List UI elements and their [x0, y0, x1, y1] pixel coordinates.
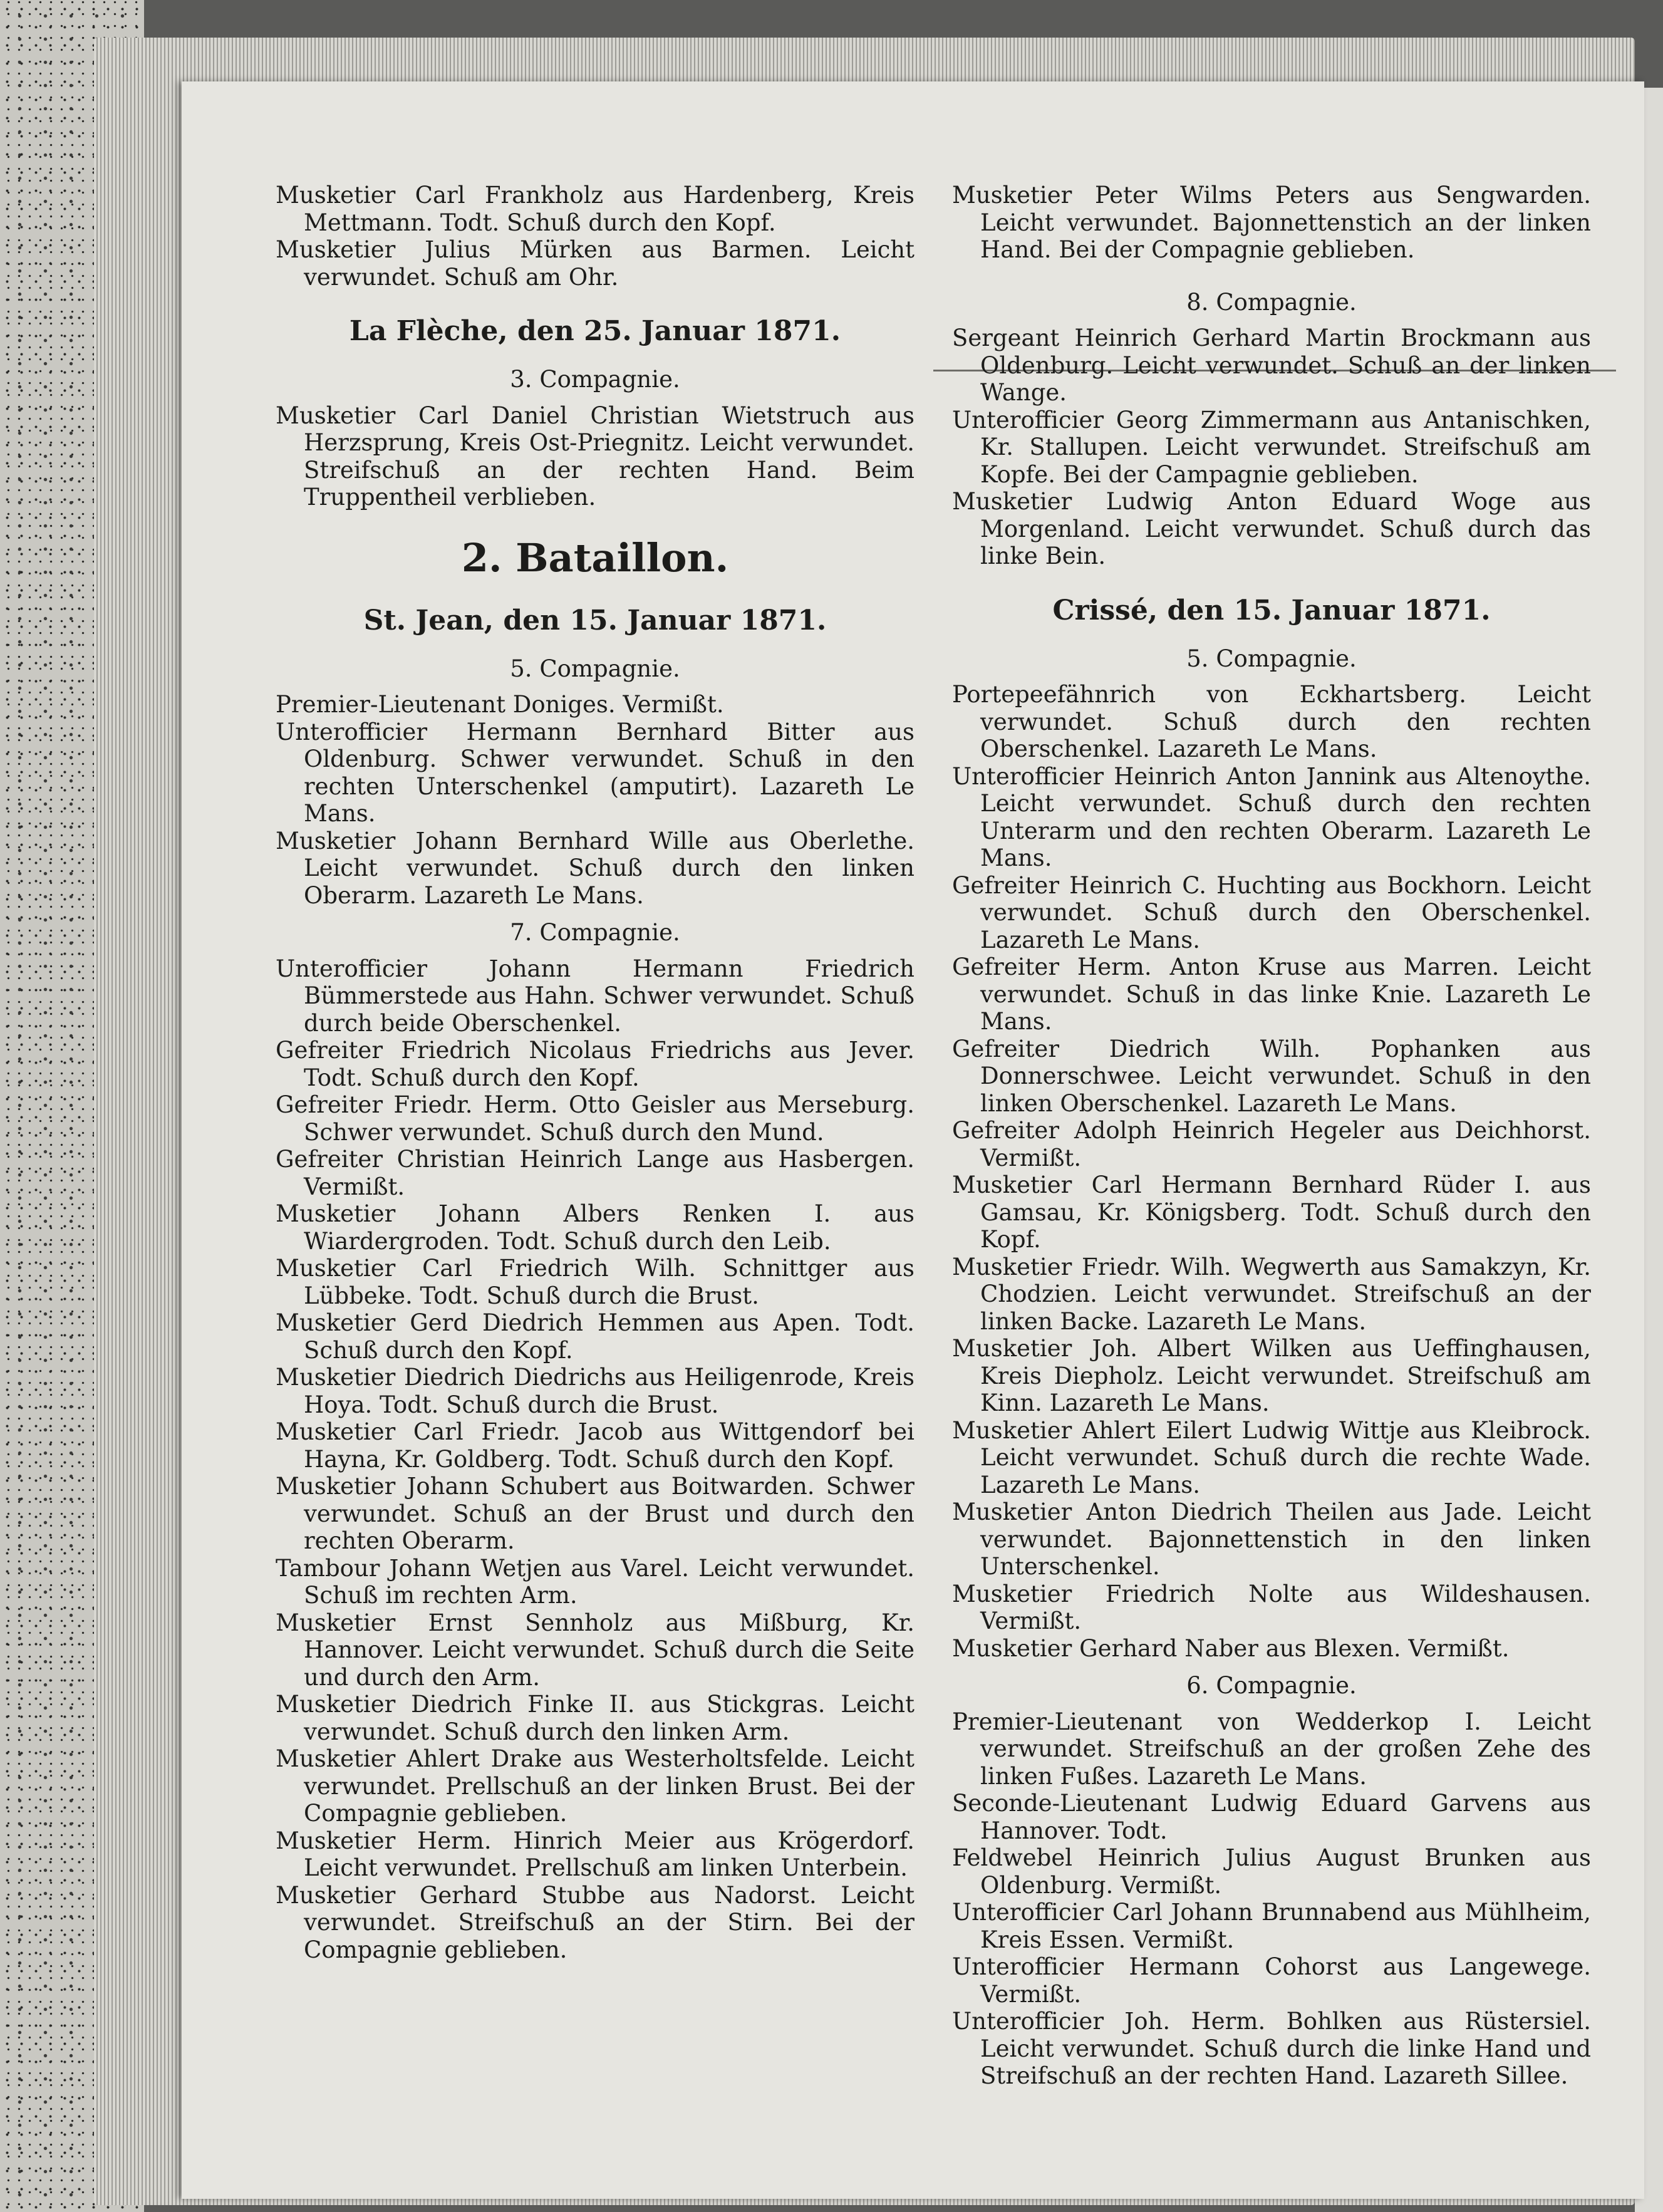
company-heading: 7. Compagnie. [510, 919, 680, 946]
list-item: Tambour Johann Wetjen aus Varel. Leicht verwundet. Schuß im rechten Arm. [276, 1554, 914, 1609]
list-item: Unterofficier Georg Zimmermann aus Antanischken, Kr. Stallupen. Leicht verwundet. Streifschuß am Kopfe. Bei der Campagnie geblieben. [952, 406, 1591, 488]
list-item: Musketier Joh. Albert Wilken aus Ueffinghausen, Kreis Diepholz. Leicht verwundet. Streifschuß am Kinn. Lazareth Le Mans. [952, 1335, 1591, 1416]
list-item: Gefreiter Heinrich C. Huchting aus Bockhorn. Leicht verwundet. Schuß durch den Oberschenkel. Lazareth Le Mans. [952, 871, 1591, 953]
document-page [182, 81, 1644, 2199]
list-item: Musketier Friedrich Nolte aus Wildeshausen. Vermißt. [952, 1580, 1591, 1634]
list-item: Unterofficier Joh. Herm. Bohlken aus Rüstersiel. Leicht verwundet. Schuß durch die linke Hand und Streifschuß an der rechten Hand. Lazareth Sillee. [952, 2008, 1591, 2089]
list-item: Musketier Julius Mürken aus Barmen. Leicht verwundet. Schuß am Ohr. [276, 236, 914, 291]
section-heading-la-fleche: La Flèche, den 25. Januar 1871. [349, 315, 841, 347]
company-heading: 6. Compagnie. [1186, 1672, 1357, 1699]
list-item: Musketier Carl Hermann Bernhard Rüder I. aus Gamsau, Kr. Königsberg. Todt. Schuß durch den Kopf. [952, 1171, 1591, 1253]
battalion-heading: 2. Bataillon. [461, 534, 729, 581]
company-heading: 3. Compagnie. [510, 366, 680, 393]
list-item: Gefreiter Christian Heinrich Lange aus Hasbergen. Vermißt. [276, 1146, 914, 1200]
list-item: Musketier Carl Frankholz aus Hardenberg, Kreis Mettmann. Todt. Schuß durch den Kopf. [276, 182, 914, 236]
list-item: Musketier Herm. Hinrich Meier aus Krögerdorf. Leicht verwundet. Prellschuß am linken Unterbein. [276, 1827, 914, 1881]
company-heading: 5. Compagnie. [1186, 645, 1357, 672]
list-item: Musketier Peter Wilms Peters aus Sengwarden. Leicht verwundet. Bajonnettenstich an der linken Hand. Bei der Compagnie geblieben. [952, 182, 1591, 263]
list-item: Musketier Ernst Sennholz aus Mißburg, Kr. Hannover. Leicht verwundet. Schuß durch die Seite und durch den Arm. [276, 1609, 914, 1691]
list-item: Musketier Carl Friedrich Wilh. Schnittger aus Lübbeke. Todt. Schuß durch die Brust. [276, 1255, 914, 1309]
section-heading-st-jean: St. Jean, den 15. Januar 1871. [363, 604, 827, 636]
list-item: Premier-Lieutenant Doniges. Vermißt. [276, 691, 724, 718]
list-item: Sergeant Heinrich Gerhard Martin Brockmann aus Oldenburg. Leicht verwundet. Schuß an der linken Wange. [952, 325, 1591, 406]
company-heading: 8. Compagnie. [1186, 288, 1357, 316]
list-item: Musketier Diedrich Diedrichs aus Heiligenrode, Kreis Hoya. Todt. Schuß durch die Brust. [276, 1364, 914, 1418]
list-item: Gefreiter Diedrich Wilh. Pophanken aus Donnerschwee. Leicht verwundet. Schuß in den linken Oberschenkel. Lazareth Le Mans. [952, 1035, 1591, 1117]
list-item: Unterofficier Johann Hermann Friedrich Bümmerstede aus Hahn. Schwer verwundet. Schuß durch beide Oberschenkel. [276, 955, 914, 1037]
list-item: Musketier Gerhard Naber aus Blexen. Vermißt. [952, 1634, 1510, 1662]
list-item: Premier-Lieutenant von Wedderkop I. Leicht verwundet. Streifschuß an der großen Zehe des linken Fußes. Lazareth Le Mans. [952, 1708, 1591, 1790]
list-item: Portepeefähnrich von Eckhartsberg. Leicht verwundet. Schuß durch den rechten Oberschenkel. Lazareth Le Mans. [952, 681, 1591, 762]
list-item: Unterofficier Heinrich Anton Jannink aus Altenoythe. Leicht verwundet. Schuß durch den rechten Unterarm und den rechten Oberarm. Lazareth Le Mans. [952, 762, 1591, 871]
list-item: Musketier Anton Diedrich Theilen aus Jade. Leicht verwundet. Bajonnettenstich in den linken Unterschenkel. [952, 1498, 1591, 1580]
list-item: Seconde-Lieutenant Ludwig Eduard Garvens aus Hannover. Todt. [952, 1790, 1591, 1844]
list-item: Musketier Ludwig Anton Eduard Woge aus Morgenland. Leicht verwundet. Schuß durch das linke Bein. [952, 488, 1591, 569]
list-item: Musketier Johann Schubert aus Boitwarden. Schwer verwundet. Schuß an der Brust und durch den rechten Oberarm. [276, 1473, 914, 1554]
list-item: Gefreiter Friedrich Nicolaus Friedrichs aus Jever. Todt. Schuß durch den Kopf. [276, 1037, 914, 1091]
list-item: Unterofficier Hermann Bernhard Bitter aus Oldenburg. Schwer verwundet. Schuß in den rechten Unterschenkel (amputirt). Lazareth Le Mans. [276, 718, 914, 827]
list-item: Unterofficier Carl Johann Brunnabend aus Mühlheim, Kreis Essen. Vermißt. [952, 1899, 1591, 1953]
list-item: Musketier Gerd Diedrich Hemmen aus Apen. Todt. Schuß durch den Kopf. [276, 1309, 914, 1364]
section-heading-crisse: Crissé, den 15. Januar 1871. [1052, 594, 1491, 626]
right-column [952, 182, 1591, 2090]
left-column [276, 182, 914, 1963]
list-item: Musketier Johann Albers Renken I. aus Wiardergroden. Todt. Schuß durch den Leib. [276, 1200, 914, 1255]
list-item: Musketier Friedr. Wilh. Wegwerth aus Samakzyn, Kr. Chodzien. Leicht verwundet. Streifschuß an der linken Backe. Lazareth Le Mans. [952, 1253, 1591, 1335]
list-item: Musketier Ahlert Eilert Ludwig Wittje aus Kleibrock. Leicht verwundet. Schuß durch die rechte Wade. Lazareth Le Mans. [952, 1416, 1591, 1498]
list-item: Musketier Gerhard Stubbe aus Nadorst. Leicht verwundet. Streifschuß an der Stirn. Bei der Compagnie geblieben. [276, 1881, 914, 1963]
company-heading: 5. Compagnie. [510, 655, 680, 682]
list-item: Musketier Johann Bernhard Wille aus Oberlethe. Leicht verwundet. Schuß durch den linken Oberarm. Lazareth Le Mans. [276, 827, 914, 909]
list-item: Gefreiter Friedr. Herm. Otto Geisler aus Merseburg. Schwer verwundet. Schuß durch den Mund. [276, 1091, 914, 1146]
list-item: Unterofficier Hermann Cohorst aus Langewege. Vermißt. [952, 1953, 1591, 2008]
list-item: Feldwebel Heinrich Julius August Brunken aus Oldenburg. Vermißt. [952, 1844, 1591, 1899]
list-item: Musketier Ahlert Drake aus Westerholtsfelde. Leicht verwundet. Prellschuß an der linken Brust. Bei der Compagnie geblieben. [276, 1745, 914, 1827]
list-item: Musketier Diedrich Finke II. aus Stickgras. Leicht verwundet. Schuß durch den linken Arm. [276, 1691, 914, 1745]
list-item: Gefreiter Adolph Heinrich Hegeler aus Deichhorst. Vermißt. [952, 1117, 1591, 1171]
list-item: Musketier Carl Daniel Christian Wietstruch aus Herzsprung, Kreis Ost-Priegnitz. Leicht verwundet. Streifschuß an der rechten Hand. Beim Truppentheil verblieben. [276, 402, 914, 511]
list-item: Gefreiter Herm. Anton Kruse aus Marren. Leicht verwundet. Schuß in das linke Knie. Lazareth Le Mans. [952, 953, 1591, 1035]
list-item: Musketier Carl Friedr. Jacob aus Wittgendorf bei Hayna, Kr. Goldberg. Todt. Schuß durch den Kopf. [276, 1418, 914, 1473]
